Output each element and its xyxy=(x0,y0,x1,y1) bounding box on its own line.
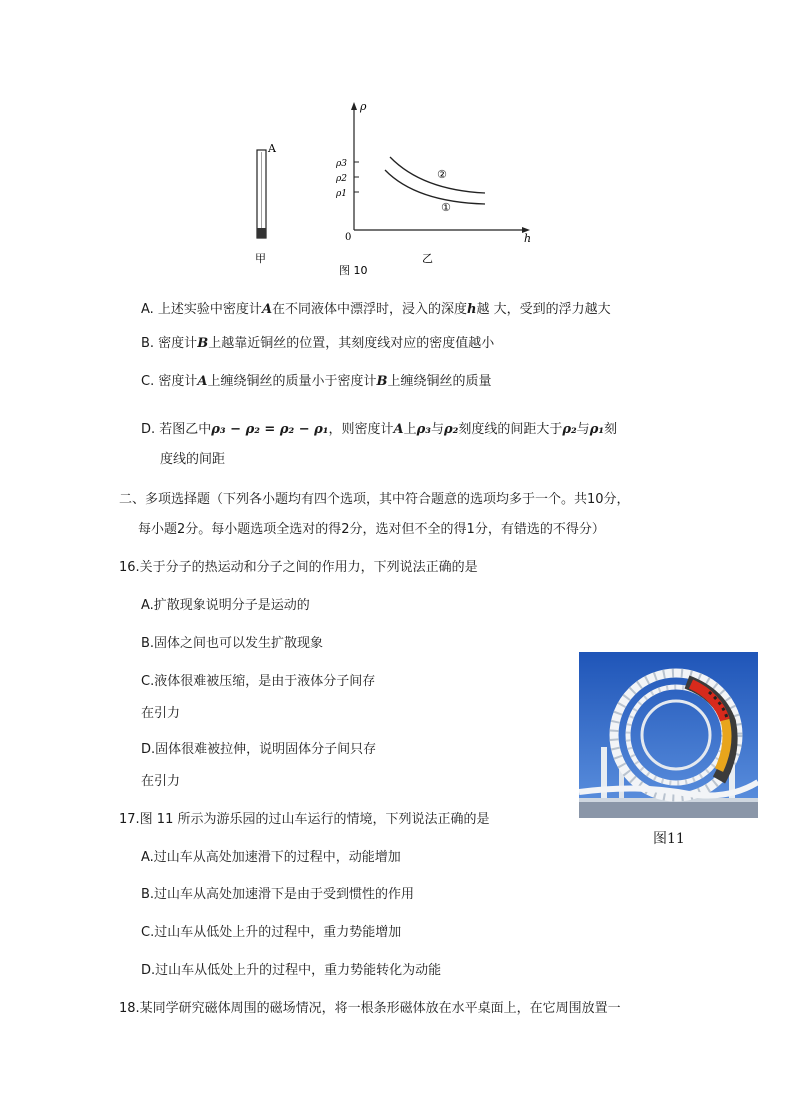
option-16d-cont: 在引力 xyxy=(141,774,181,789)
x-axis-label: h xyxy=(524,232,532,245)
tick-label-rho3: ρ3 xyxy=(336,159,348,169)
curve-label-1: ① xyxy=(441,201,451,214)
curve-label-2: ② xyxy=(437,168,447,181)
option-17c: C.过山车从低处上升的过程中，重力势能增加 xyxy=(141,925,402,940)
option-15a: A. 上述实验中密度计A在不同液体中漂浮时，浸入的深度h越 大，受到的浮力越大 xyxy=(141,302,611,317)
section-2-heading: 二、多项选择题（下列各小题均有四个选项，其中符合题意的选项均多于一个。共10分， xyxy=(119,492,630,507)
question-18-stem: 18.某同学研究磁体周围的磁场情况，将一根条形磁体放在水平桌面上，在它周围放置一 xyxy=(119,1001,621,1016)
option-16d: D.固体很难被拉伸，说明固体分子间只存 xyxy=(141,742,377,757)
tick-label-rho1: ρ1 xyxy=(336,189,348,199)
option-17a: A.过山车从高处加速滑下的过程中，动能增加 xyxy=(141,850,401,865)
option-16b: B.固体之间也可以发生扩散现象 xyxy=(141,636,324,651)
origin-label: 0 xyxy=(345,232,352,243)
densimeter-label-a: A xyxy=(268,142,276,155)
figure-yi-caption: 乙 xyxy=(422,252,433,265)
option-15d: D. 若图乙中ρ₃ − ρ₂ = ρ₂ − ρ₁，则密度计A上ρ₃与ρ₂刻度线的间距大于ρ₂与ρ₁刻 xyxy=(141,422,618,437)
figure-10-caption: 图 10 xyxy=(339,264,368,277)
option-15d-cont: 度线的间距 xyxy=(160,452,226,467)
question-16-stem: 16.关于分子的热运动和分子之间的作用力，下列说法正确的是 xyxy=(119,560,478,575)
curve-1 xyxy=(385,170,485,204)
option-17d: D.过山车从低处上升的过程中，重力势能转化为动能 xyxy=(141,963,442,978)
option-17b: B.过山车从高处加速滑下是由于受到惯性的作用 xyxy=(141,887,415,902)
tick-label-rho2: ρ2 xyxy=(336,174,348,184)
y-axis-label: ρ xyxy=(360,100,367,113)
densimeter-figure xyxy=(257,150,266,238)
figure-jia-caption: 甲 xyxy=(255,252,266,265)
section-2-heading-cont: 每小题2分。每小题选项全选对的得2分，选对但不全的得1分，有错选的不得分） xyxy=(138,522,605,537)
figure-11-caption: 图11 xyxy=(653,831,685,847)
roller-coaster-photo xyxy=(579,652,758,818)
option-16c-cont: 在引力 xyxy=(141,706,181,721)
figure-10 xyxy=(240,90,550,280)
question-17-stem: 17.图 11 所示为游乐园的过山车运行的情境，下列说法正确的是 xyxy=(119,812,490,827)
option-16a: A.扩散现象说明分子是运动的 xyxy=(141,598,310,613)
option-15b: B. 密度计B上越靠近铜丝的位置，其刻度线对应的密度值越小 xyxy=(141,336,495,351)
option-15c: C. 密度计A上缠绕铜丝的质量小于密度计B上缠绕铜丝的质量 xyxy=(141,374,492,389)
option-16c: C.液体很难被压缩，是由于液体分子间存 xyxy=(141,674,376,689)
